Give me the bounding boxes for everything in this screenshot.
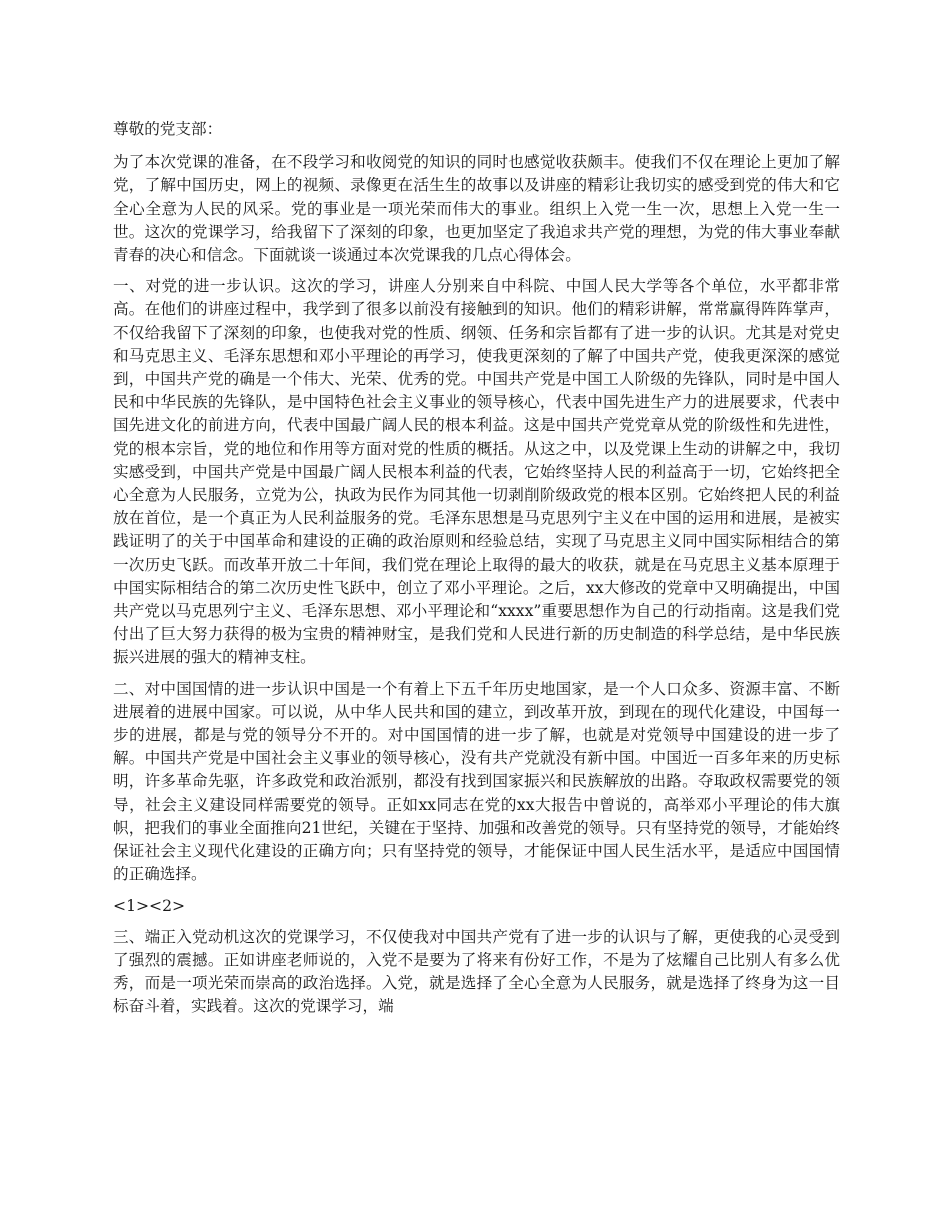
- page-marker: <1><2>: [113, 896, 186, 915]
- salutation: 尊敬的党支部：: [113, 120, 223, 138]
- paragraph-section-3: 三、端正入党动机这次的党课学习，不仅使我对中国共产党有了进一步的认识与了解，更使我的心灵受到了强烈的震撼。正如讲座老师说的，入党不是要为了将来有份好工作，不是为了炫耀自己比别人有多么优秀，而是一项光荣而崇高的政治选择。入党，就是选择了全心全意为人民服务，就是选择了终身为这一目标奋斗着，实践着。这次的党课学习，端: [113, 927, 840, 1016]
- paragraph-section-2: 二、对中国国情的进一步认识中国是一个有着上下五千年历史地国家，是一个人口众多、资源丰富、不断进展着的进展中国家。可以说，从中华人民共和国的建立，到改革开放，到现在的现代化建设，中国每一步的进展，都是与党的领导分不开的。对中国国情的进一步了解，也就是对党领导中国建设的进一步了解。中国共产党是中国社会主义事业的领导核心，没有共产党就没有新中国。中国近一百多年来的历史标明，许多革命先驱，许多政党和政治派别，都没有找到国家振兴和民族解放的出路。夺取政权需要党的领导，社会主义建设同样需要党的领导。正如xx同志在党的xx大报告中曾说的，高举邓小平理论的伟大旗帜，把我们的事业全面推向21世纪，关键在于坚持、加强和改善党的领导。只有坚持党的领导，才能始终保证社会主义现代化建设的正确方向；只有坚持党的领导，才能保证中国人民生活水平，是适应中国国情的正确选择。: [113, 679, 840, 884]
- document-page: [113, 118, 840, 1027]
- paragraph-section-1: 一、对党的进一步认识。这次的学习，讲座人分别来自中科院、中国人民大学等各个单位，水平都非常高。在他们的讲座过程中，我学到了很多以前没有接触到的知识。他们的精彩讲解，常常赢得阵阵掌声，不仅给我留下了深刻的印象，也使我对党的性质、纲领、任务和宗旨都有了进一步的认识。尤其是对党史和马克思主义、毛泽东思想和邓小平理论的再学习，使我更深刻的了解了中国共产党，使我更深深的感觉到，中国共产党的确是一个伟大、光荣、优秀的党。中国共产党是中国工人阶级的先锋队，同时是中国人民和中华民族的先锋队，是中国特色社会主义事业的领导核心，代表中国先进生产力的进展要求，代表中国先进文化的前进方向，代表中国最广阔人民的根本利益。这是中国共产党党章从党的阶级性和先进性，党的根本宗旨，党的地位和作用等方面对党的性质的概括。从这之中，以及党课上生动的讲解之中，我切实感受到，中国共产党是中国最广阔人民根本利益的代表，它始终坚持人民的利益高于一切，它始终把全心全意为人民服务，立党为公，执政为民作为同其他一切剥削阶级政党的根本区别。它始终把人民的利益放在首位，是一个真正为人民利益服务的党。毛泽东思想是马克思列宁主义在中国的运用和进展，是被实践证明了的关于中国革命和建设的正确的政治原则和经验总结，实现了马克思主义同中国实际相结合的第一次历史飞跃。而改革开放二十年间，我们党在理论上取得的最大的收获，就是在马克思主义基本原理于中国实际相结合的第二次历史性飞跃中，创立了邓小平理论。之后，xx大修改的党章中又明确提出，中国共产党以马克思列宁主义、毛泽东思想、邓小平理论和“xxxx”重要思想作为自己的行动指南。这是我们党付出了巨大努力获得的极为宝贵的精神财宝，是我们党和人民进行新的历史制造的科学总结，是中华民族振兴进展的强大的精神支柱。: [113, 277, 840, 667]
- paragraph-intro: 为了本次党课的准备，在不段学习和收阅党的知识的同时也感觉收获颇丰。使我们不仅在理论上更加了解党，了解中国历史，网上的视频、录像更在活生生的故事以及讲座的精彩让我切实的感受到党的伟大和它全心全意为人民的风采。党的事业是一项光荣而伟大的事业。组织上入党一生一次，思想上入党一生一世。这次的党课学习，给我留下了深刻的印象，也更加坚定了我追求共产党的理想，为党的伟大事业奉献青春的决心和信念。下面就谈一谈通过本次党课我的几点心得体会。: [113, 153, 840, 265]
